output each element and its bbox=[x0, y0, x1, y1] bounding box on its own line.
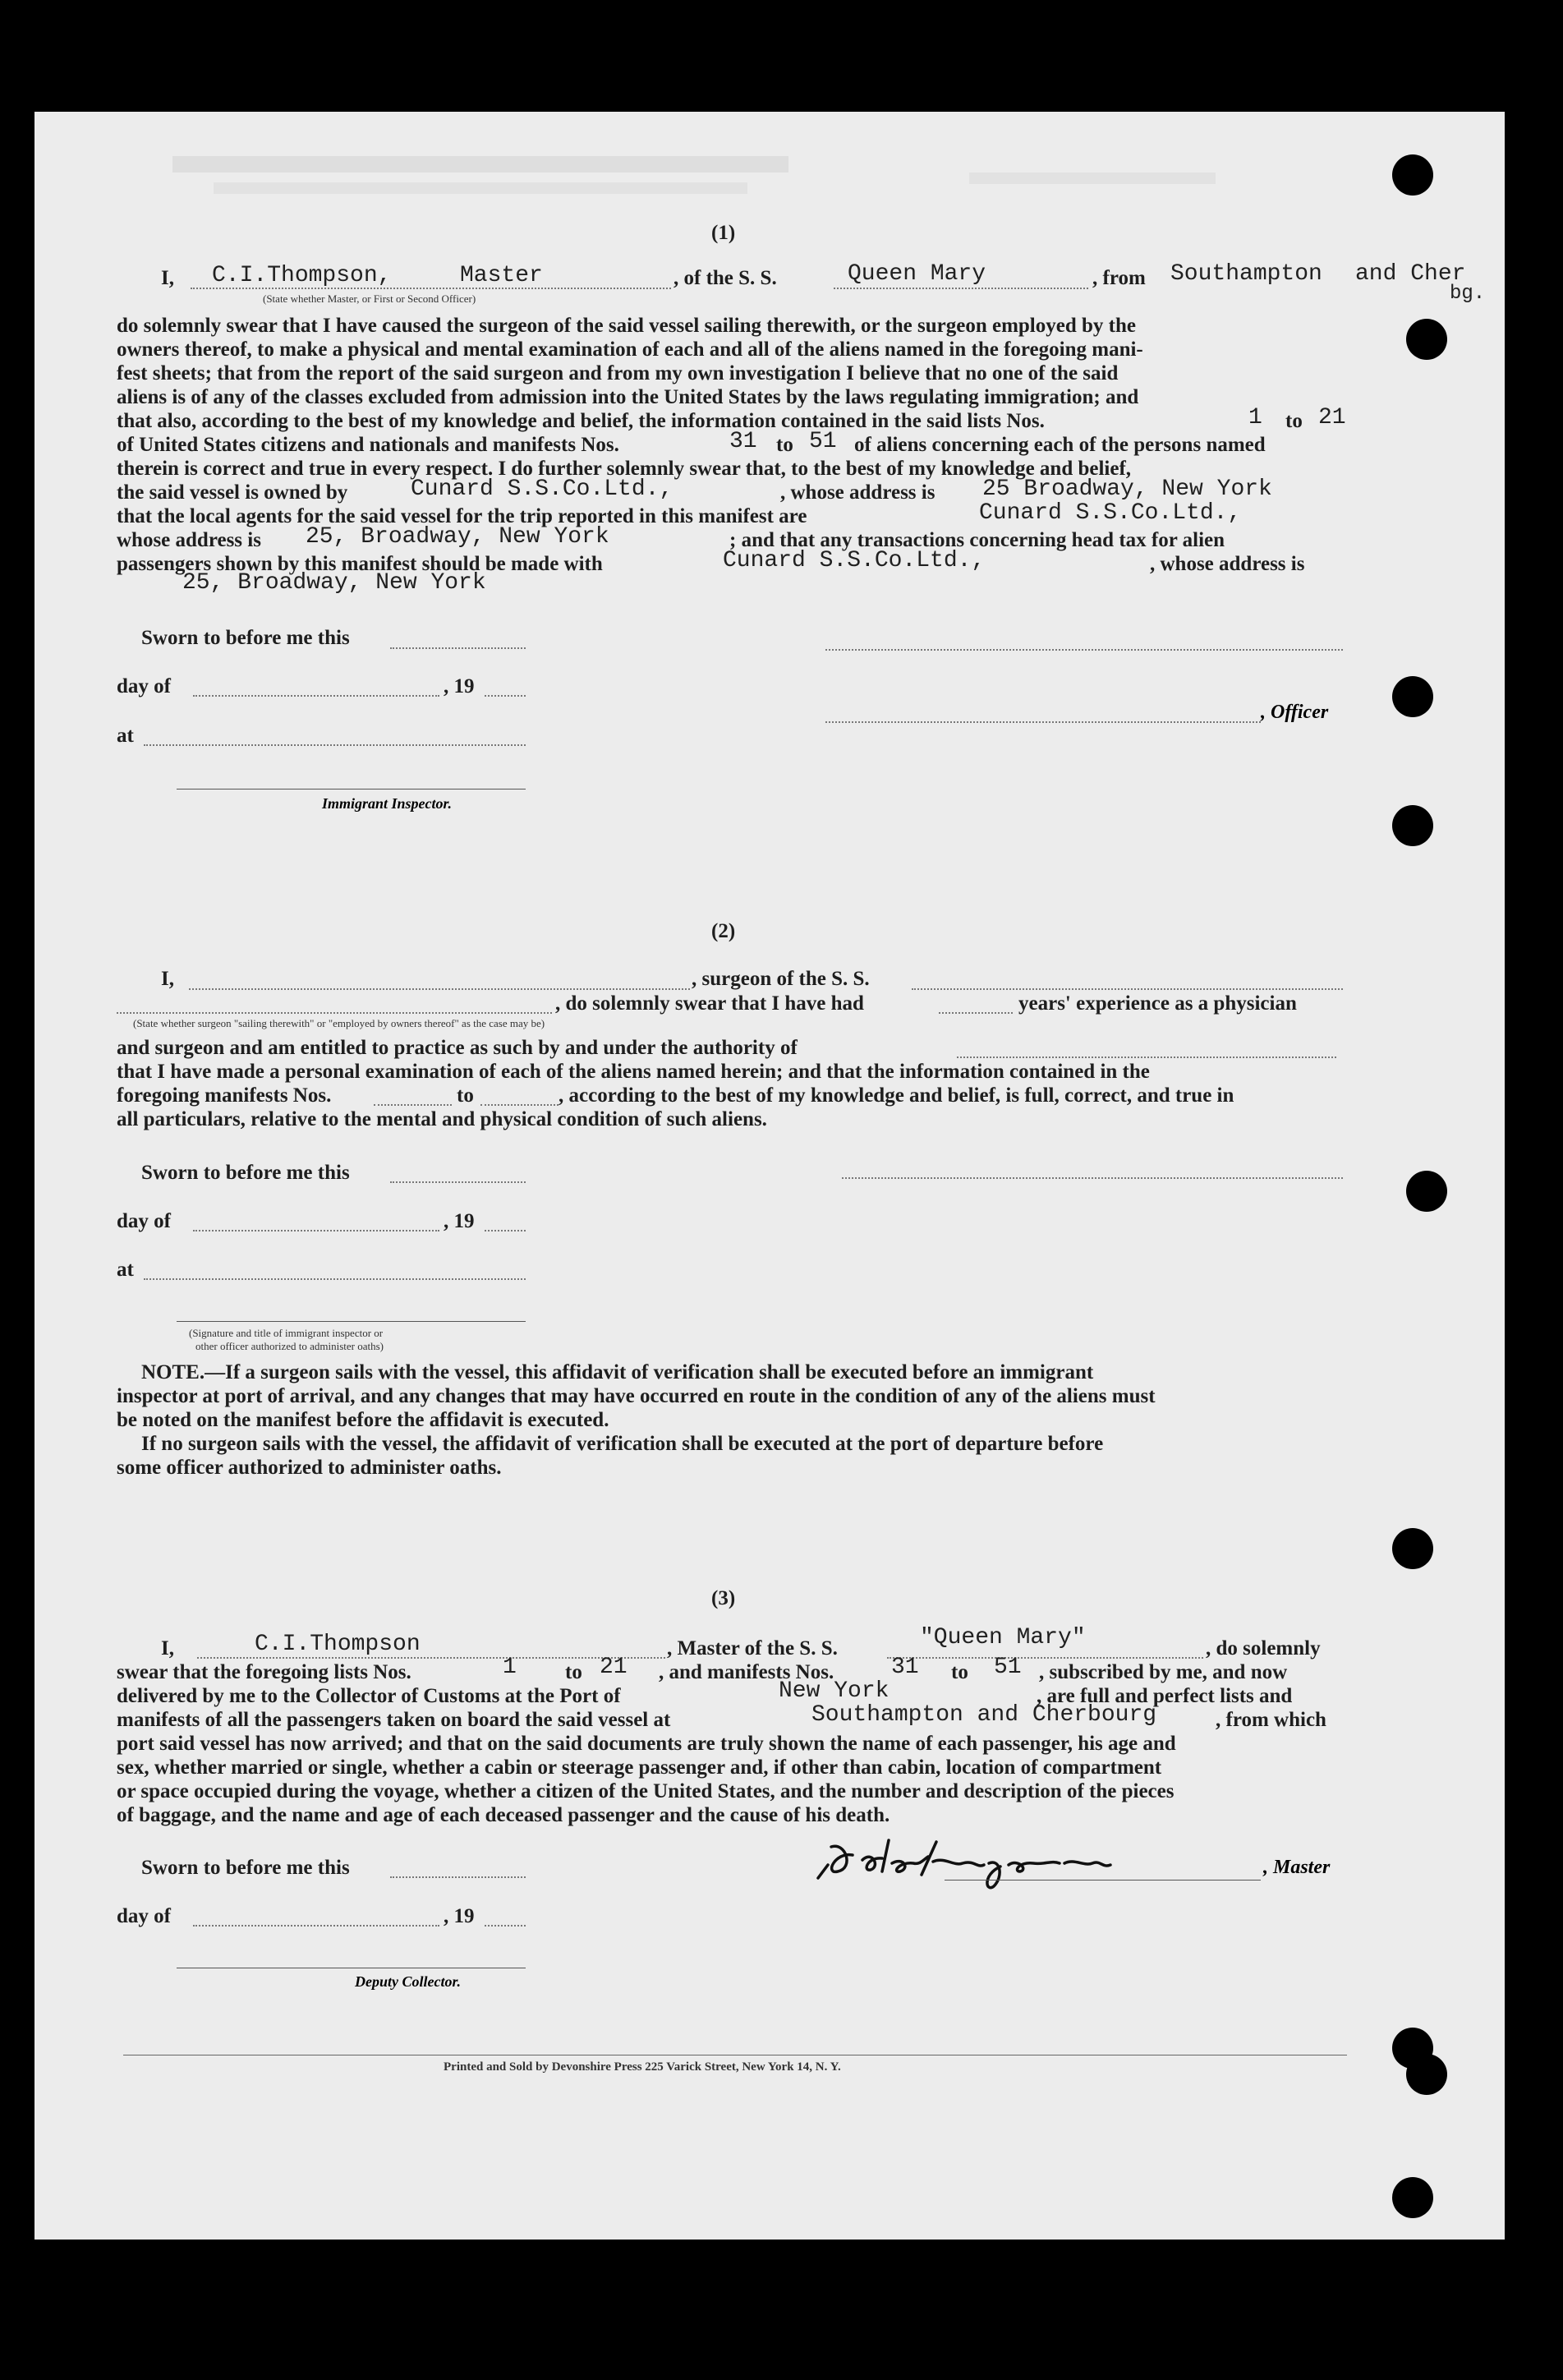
s3-do-solemnly: , do solemnly bbox=[1206, 1637, 1321, 1660]
s2-i: I, bbox=[161, 968, 174, 990]
s3-l7: or space occupied during the voyage, whether a citizen of the United States, and the number and description of the pieces bbox=[117, 1780, 1175, 1802]
s1-line7: therein is correct and true in every respect. I do further solemnly swear that, to the best of my knowledge and belief, bbox=[117, 458, 1132, 480]
s3-man-to: 51 bbox=[994, 1655, 1022, 1680]
s1-list-from: 1 bbox=[1248, 405, 1262, 430]
s3-l2-b: to bbox=[565, 1661, 582, 1683]
s1-officer-line-2 bbox=[825, 721, 1261, 723]
s1-year: , 19 bbox=[444, 675, 475, 697]
s1-of-ss: , of the S. S. bbox=[673, 267, 777, 289]
s1-line10-b: ; and that any transactions concerning head tax for alien bbox=[729, 529, 1225, 551]
s1-man-to: 51 bbox=[809, 429, 837, 454]
s2-swear-a: , do solemnly swear that I have had bbox=[555, 992, 864, 1015]
s3-l8: of baggage, and the name and age of each deceased passenger and the cause of his death. bbox=[117, 1804, 890, 1826]
s3-ship-line bbox=[887, 1657, 1203, 1659]
s3-l6: sex, whether married or single, whether a cabin or steerage passenger and, if other than cabin, location of compartment bbox=[117, 1756, 1162, 1779]
s1-inspector: Immigrant Inspector. bbox=[322, 795, 453, 812]
s2-to-line bbox=[480, 1104, 559, 1106]
s3-ship: "Queen Mary" bbox=[920, 1625, 1086, 1650]
s3-dayof-line bbox=[193, 1925, 439, 1927]
s1-para-3: fest sheets; that from the report of the said surgeon and from my own investigation I believe that no one of the said bbox=[117, 362, 1119, 384]
s1-line6-b: of aliens concerning each of the persons named bbox=[854, 434, 1266, 456]
s3-sworn: Sworn to before me this bbox=[141, 1857, 350, 1879]
printer-credit: Printed and Sold by Devonshire Press 225 Varick Street, New York 14, N. Y. bbox=[444, 2060, 841, 2074]
s2-sworn-line bbox=[390, 1181, 526, 1183]
s1-para-1: do solemnly swear that I have caused the surgeon of the said vessel sailing therewith, or the surgeon employed by the bbox=[117, 315, 1136, 337]
s1-tax-addr: 25, Broadway, New York bbox=[182, 570, 486, 596]
s2-year-line bbox=[485, 1230, 526, 1231]
s3-l4-b: , from which bbox=[1216, 1709, 1326, 1731]
s2-l3: and surgeon and am entitled to practice as such by and under the authority of bbox=[117, 1037, 798, 1059]
note-l4: If no surgeon sails with the vessel, the affidavit of verification shall be executed at the port of departure before bbox=[141, 1433, 1104, 1455]
s1-year-line bbox=[485, 695, 526, 697]
bleed-through bbox=[172, 156, 788, 173]
s1-owner: Cunard S.S.Co.Ltd., bbox=[411, 476, 673, 502]
s3-l5: port said vessel has now arrived; and that on the said documents are truly shown the name of each passenger, his age and bbox=[117, 1733, 1176, 1755]
s1-dayof-line bbox=[193, 695, 439, 697]
s3-collector: Deputy Collector. bbox=[355, 1973, 461, 1990]
s1-line11-a: passengers shown by this manifest should be made with bbox=[117, 553, 603, 575]
s1-officer: , Officer bbox=[1261, 702, 1329, 723]
s1-para-2: owners thereof, to make a physical and mental examination of each and all of the aliens named in the foregoing mani- bbox=[117, 338, 1143, 361]
s2-sig-caption-2: other officer authorized to administer oaths) bbox=[195, 1340, 384, 1352]
s2-years-line bbox=[939, 1012, 1013, 1014]
s3-at: Southampton and Cherbourg bbox=[811, 1702, 1157, 1728]
s2-l5-a: foregoing manifests Nos. bbox=[117, 1084, 332, 1107]
s2-swear-b: years' experience as a physician bbox=[1018, 992, 1297, 1015]
s3-l2-a: swear that the foregoing lists Nos. bbox=[117, 1661, 411, 1683]
s2-surgeon-of: , surgeon of the S. S. bbox=[692, 968, 870, 990]
punch-hole bbox=[1392, 805, 1433, 846]
s1-line8-a: the said vessel is owned by bbox=[117, 481, 348, 504]
s1-line11-b: , whose address is bbox=[1150, 553, 1305, 575]
s3-list-from: 1 bbox=[503, 1655, 517, 1680]
note-l2: inspector at port of arrival, and any changes that may have occurred en route in the condition of any of the aliens must bbox=[117, 1385, 1156, 1407]
s2-dayof-line bbox=[193, 1230, 439, 1231]
s3-name-line bbox=[197, 1657, 665, 1659]
s1-from-port: Southampton bbox=[1170, 261, 1322, 287]
s2-year: , 19 bbox=[444, 1210, 475, 1232]
s2-authority-line bbox=[957, 1056, 1336, 1058]
section-2-number: (2) bbox=[711, 920, 736, 942]
s2-caption: (State whether surgeon "sailing therewith" or "employed by owners thereof" as the case may be) bbox=[133, 1017, 545, 1029]
s3-list-to: 21 bbox=[600, 1655, 627, 1680]
s2-sworn: Sworn to before me this bbox=[141, 1162, 350, 1184]
s2-at-line bbox=[144, 1278, 526, 1280]
s2-at: at bbox=[117, 1259, 134, 1281]
s1-to-a: to bbox=[1285, 410, 1303, 432]
s3-year-line bbox=[485, 1925, 526, 1927]
s1-officer-line-1 bbox=[825, 649, 1343, 651]
s1-caption: (State whether Master, or First or Second Officer) bbox=[263, 292, 476, 305]
s1-name: C.I.Thompson, bbox=[212, 263, 392, 288]
punch-hole bbox=[1392, 1528, 1433, 1569]
s1-dest: and Cher bbox=[1355, 261, 1466, 287]
s1-ship: Queen Mary bbox=[848, 261, 986, 287]
s1-ship-line bbox=[834, 288, 1088, 289]
s3-port: New York bbox=[779, 1678, 890, 1704]
s1-from: , from bbox=[1092, 267, 1146, 289]
s2-l6: all particulars, relative to the mental and physical condition of such aliens. bbox=[117, 1108, 767, 1130]
s3-man-from: 31 bbox=[891, 1655, 919, 1680]
note-l1: NOTE.—If a surgeon sails with the vessel, this affidavit of verification shall be executed before an immigrant bbox=[141, 1361, 1094, 1383]
s2-l5-c: , according to the best of my knowledge and belief, is full, correct, and true in bbox=[559, 1084, 1234, 1107]
punch-hole bbox=[1406, 2054, 1447, 2095]
s3-year: , 19 bbox=[444, 1905, 475, 1927]
s1-para-5: that also, according to the best of my knowledge and belief, the information contained in the said lists Nos. bbox=[117, 410, 1045, 432]
s1-rank: Master bbox=[460, 263, 543, 288]
s1-owner-addr: 25 Broadway, New York bbox=[982, 476, 1272, 502]
s3-l2-c: , and manifests Nos. bbox=[659, 1661, 834, 1683]
section-3-number: (3) bbox=[711, 1587, 736, 1609]
s3-master-line bbox=[945, 1880, 1261, 1881]
punch-hole bbox=[1392, 154, 1433, 196]
note-l5: some officer authorized to administer oaths. bbox=[117, 1457, 502, 1479]
s1-para-4: aliens is of any of the classes excluded from admission into the United States by the laws regulating immigration; and bbox=[117, 386, 1139, 408]
note-l3: be noted on the manifest before the affidavit is executed. bbox=[117, 1409, 609, 1431]
s3-name: C.I.Thompson bbox=[255, 1632, 421, 1657]
s3-l2-d: to bbox=[951, 1661, 968, 1683]
s1-agents: Cunard S.S.Co.Ltd., bbox=[979, 500, 1242, 526]
punch-hole bbox=[1406, 319, 1447, 360]
s3-dayof: day of bbox=[117, 1905, 171, 1927]
s1-sworn-line bbox=[390, 647, 526, 649]
s2-dayof: day of bbox=[117, 1210, 171, 1232]
s2-name-line bbox=[189, 988, 690, 990]
s1-at: at bbox=[117, 725, 134, 747]
s2-ship-line bbox=[912, 988, 1343, 990]
s1-agent-addr: 25, Broadway, New York bbox=[306, 524, 609, 550]
s2-l5-b: to bbox=[457, 1084, 474, 1107]
s1-line8-b: , whose address is bbox=[780, 481, 936, 504]
bleed-through bbox=[214, 182, 747, 194]
s1-at-line bbox=[144, 744, 526, 746]
punch-hole bbox=[1406, 1171, 1447, 1212]
s1-dayof: day of bbox=[117, 675, 171, 697]
s3-i: I, bbox=[161, 1637, 174, 1660]
s1-list-to: 21 bbox=[1318, 405, 1346, 430]
punch-hole bbox=[1392, 676, 1433, 717]
s3-l2-e: , subscribed by me, and now bbox=[1039, 1661, 1288, 1683]
s3-master-of: , Master of the S. S. bbox=[667, 1637, 838, 1660]
s1-to-b: to bbox=[776, 434, 793, 456]
s2-from-line bbox=[374, 1104, 452, 1106]
s3-l4-a: manifests of all the passengers taken on board the said vessel at bbox=[117, 1709, 671, 1731]
s1-tax-with: Cunard S.S.Co.Ltd., bbox=[723, 548, 986, 573]
s2-officer-line bbox=[842, 1177, 1343, 1179]
s2-sig-line bbox=[177, 1321, 526, 1322]
s3-l3-a: delivered by me to the Collector of Customs at the Port of bbox=[117, 1685, 621, 1707]
s3-l3-b: , are full and perfect lists and bbox=[1037, 1685, 1293, 1707]
section-1-number: (1) bbox=[711, 222, 736, 244]
punch-hole bbox=[1392, 2177, 1433, 2218]
s1-sworn: Sworn to before me this bbox=[141, 627, 350, 649]
s1-man-from: 31 bbox=[729, 429, 757, 454]
s1-line10-a: whose address is bbox=[117, 529, 261, 551]
s1-line9: that the local agents for the said vessel for the trip reported in this manifest are bbox=[117, 505, 807, 527]
s2-type-line bbox=[117, 1012, 552, 1014]
s2-sig-caption-1: (Signature and title of immigrant inspector or bbox=[189, 1327, 384, 1339]
bleed-through bbox=[969, 173, 1216, 184]
s1-i: I, bbox=[161, 267, 174, 289]
s3-master: , Master bbox=[1263, 1857, 1331, 1878]
s1-line6-a: of United States citizens and nationals and manifests Nos. bbox=[117, 434, 619, 456]
s1-dest2: bg. bbox=[1450, 283, 1486, 305]
s3-sworn-line bbox=[390, 1876, 526, 1878]
s2-l4: that I have made a personal examination of each of the aliens named herein; and that the information contained in the bbox=[117, 1061, 1150, 1083]
